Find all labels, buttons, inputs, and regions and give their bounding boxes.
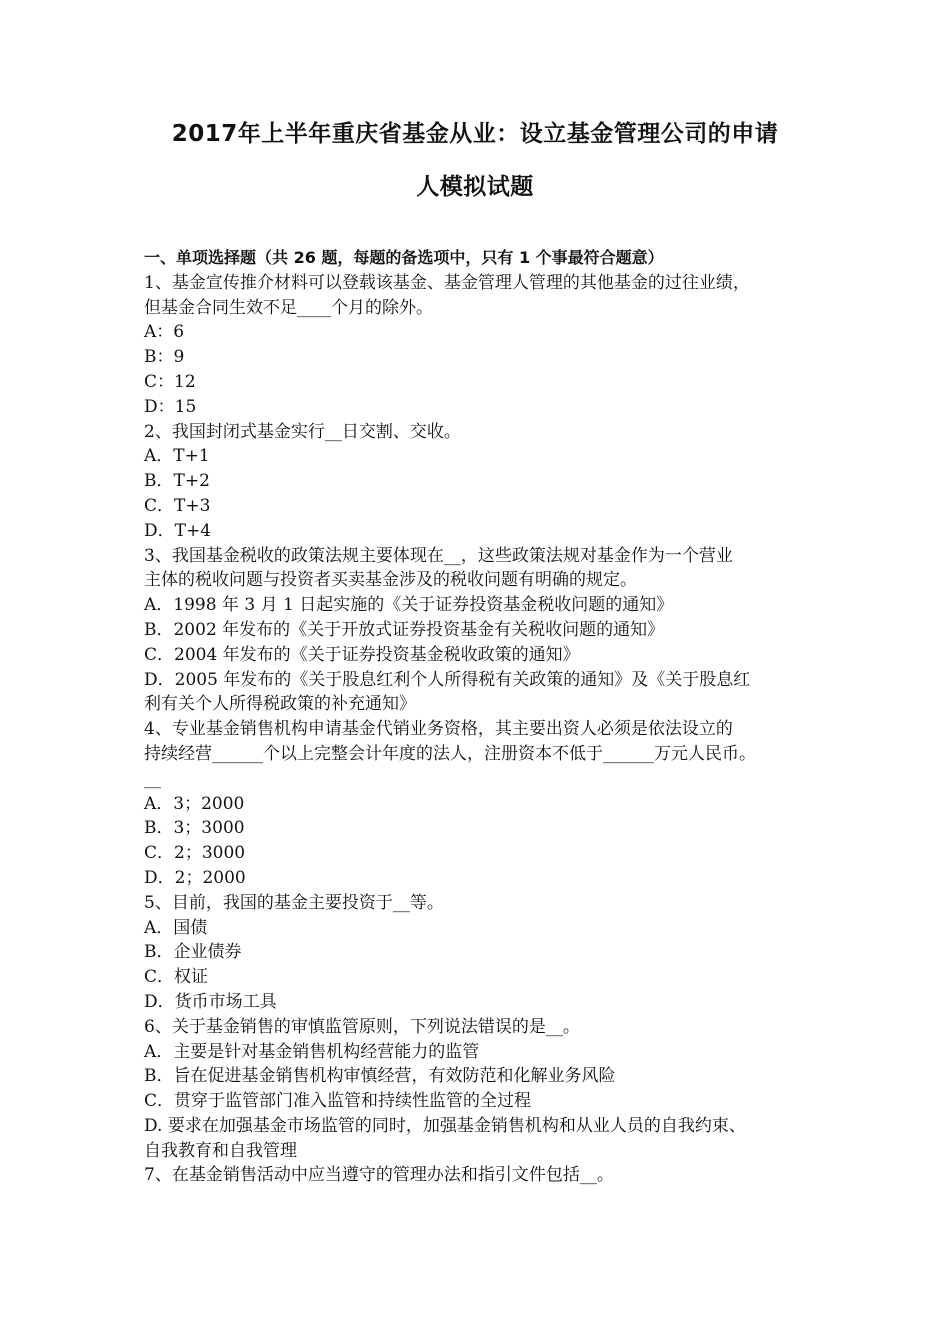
document-title-line-1: 2017年上半年重庆省基金从业：设立基金管理公司的申请 <box>171 121 779 147</box>
text-line: 2、我国封闭式基金实行__日交割、交收。 <box>144 421 461 442</box>
text-line: 1、基金宣传推介材料可以登载该基金、基金管理人管理的其他基金的过往业绩， <box>144 272 750 293</box>
text-line: 持续经营______个以上完整会计年度的法人，注册资本不低于______万元人民币。 <box>144 743 756 764</box>
text-line: 3、我国基金税收的政策法规主要体现在__，这些政策法规对基金作为一个营业 <box>144 545 733 566</box>
text-line: A．国债 <box>144 917 208 938</box>
text-line: 6、关于基金销售的审慎监管原则，下列说法错误的是__。 <box>144 1016 580 1037</box>
text-line: 自我教育和自我管理 <box>144 1140 297 1161</box>
document-body <box>144 246 824 1188</box>
text-line: A．T+1 <box>144 446 210 467</box>
text-line: B．旨在促进基金销售机构审慎经营，有效防范和化解业务风险 <box>144 1066 616 1087</box>
text-line: D：15 <box>144 396 197 417</box>
text-line: B：9 <box>144 347 185 368</box>
text-line: D．2005 年发布的《关于股息红利个人所得税有关政策的通知》及《关于股息红 <box>144 669 751 690</box>
text-line: A．3；2000 <box>144 793 245 814</box>
text-line: D．2；2000 <box>144 867 246 888</box>
text-line: D．T+4 <box>144 520 212 541</box>
text-line: A．主要是针对基金销售机构经营能力的监管 <box>144 1041 480 1062</box>
text-line: B．3；3000 <box>144 818 245 839</box>
text-line: B．2002 年发布的《关于开放式证券投资基金有关税收问题的通知》 <box>144 619 665 640</box>
text-line: 7、在基金销售活动中应当遵守的管理办法和指引文件包括__。 <box>144 1165 614 1186</box>
text-line: B．企业债券 <box>144 942 242 963</box>
text-line: C．2004 年发布的《关于证券投资基金税收政策的通知》 <box>144 644 580 665</box>
text-line: A．1998 年 3 月 1 日起实施的《关于证券投资基金税收问题的通知》 <box>144 595 674 616</box>
text-line: __ <box>144 768 161 789</box>
text-line: C．T+3 <box>144 495 211 516</box>
text-line: A：6 <box>144 322 185 343</box>
text-line: B．T+2 <box>144 471 210 492</box>
text-line: C．贯穿于监管部门准入监管和持续性监管的全过程 <box>144 1091 532 1112</box>
text-line: 主体的税收问题与投资者买卖基金涉及的税收问题有明确的规定。 <box>144 570 637 591</box>
text-line: D．货币市场工具 <box>144 991 277 1012</box>
text-line: C：12 <box>144 371 196 392</box>
text-line: 5、目前，我国的基金主要投资于__等。 <box>144 892 444 913</box>
document-title-line-2: 人模拟试题 <box>416 174 534 200</box>
text-line: 但基金合同生效不足____个月的除外。 <box>144 297 433 318</box>
text-line: C．权证 <box>144 967 209 988</box>
section-heading: 一、单项选择题（共 26 题，每题的备选项中，只有 1 个事最符合题意） <box>144 248 664 267</box>
text-line: D. 要求在加强基金市场监管的同时，加强基金销售机构和从业人员的自我约束、 <box>144 1115 746 1136</box>
text-line: 利有关个人所得税政策的补充通知》 <box>144 694 416 715</box>
text-line: 4、专业基金销售机构申请基金代销业务资格，其主要出资人必须是依法设立的 <box>144 719 733 740</box>
text-line: C．2；3000 <box>144 843 246 864</box>
